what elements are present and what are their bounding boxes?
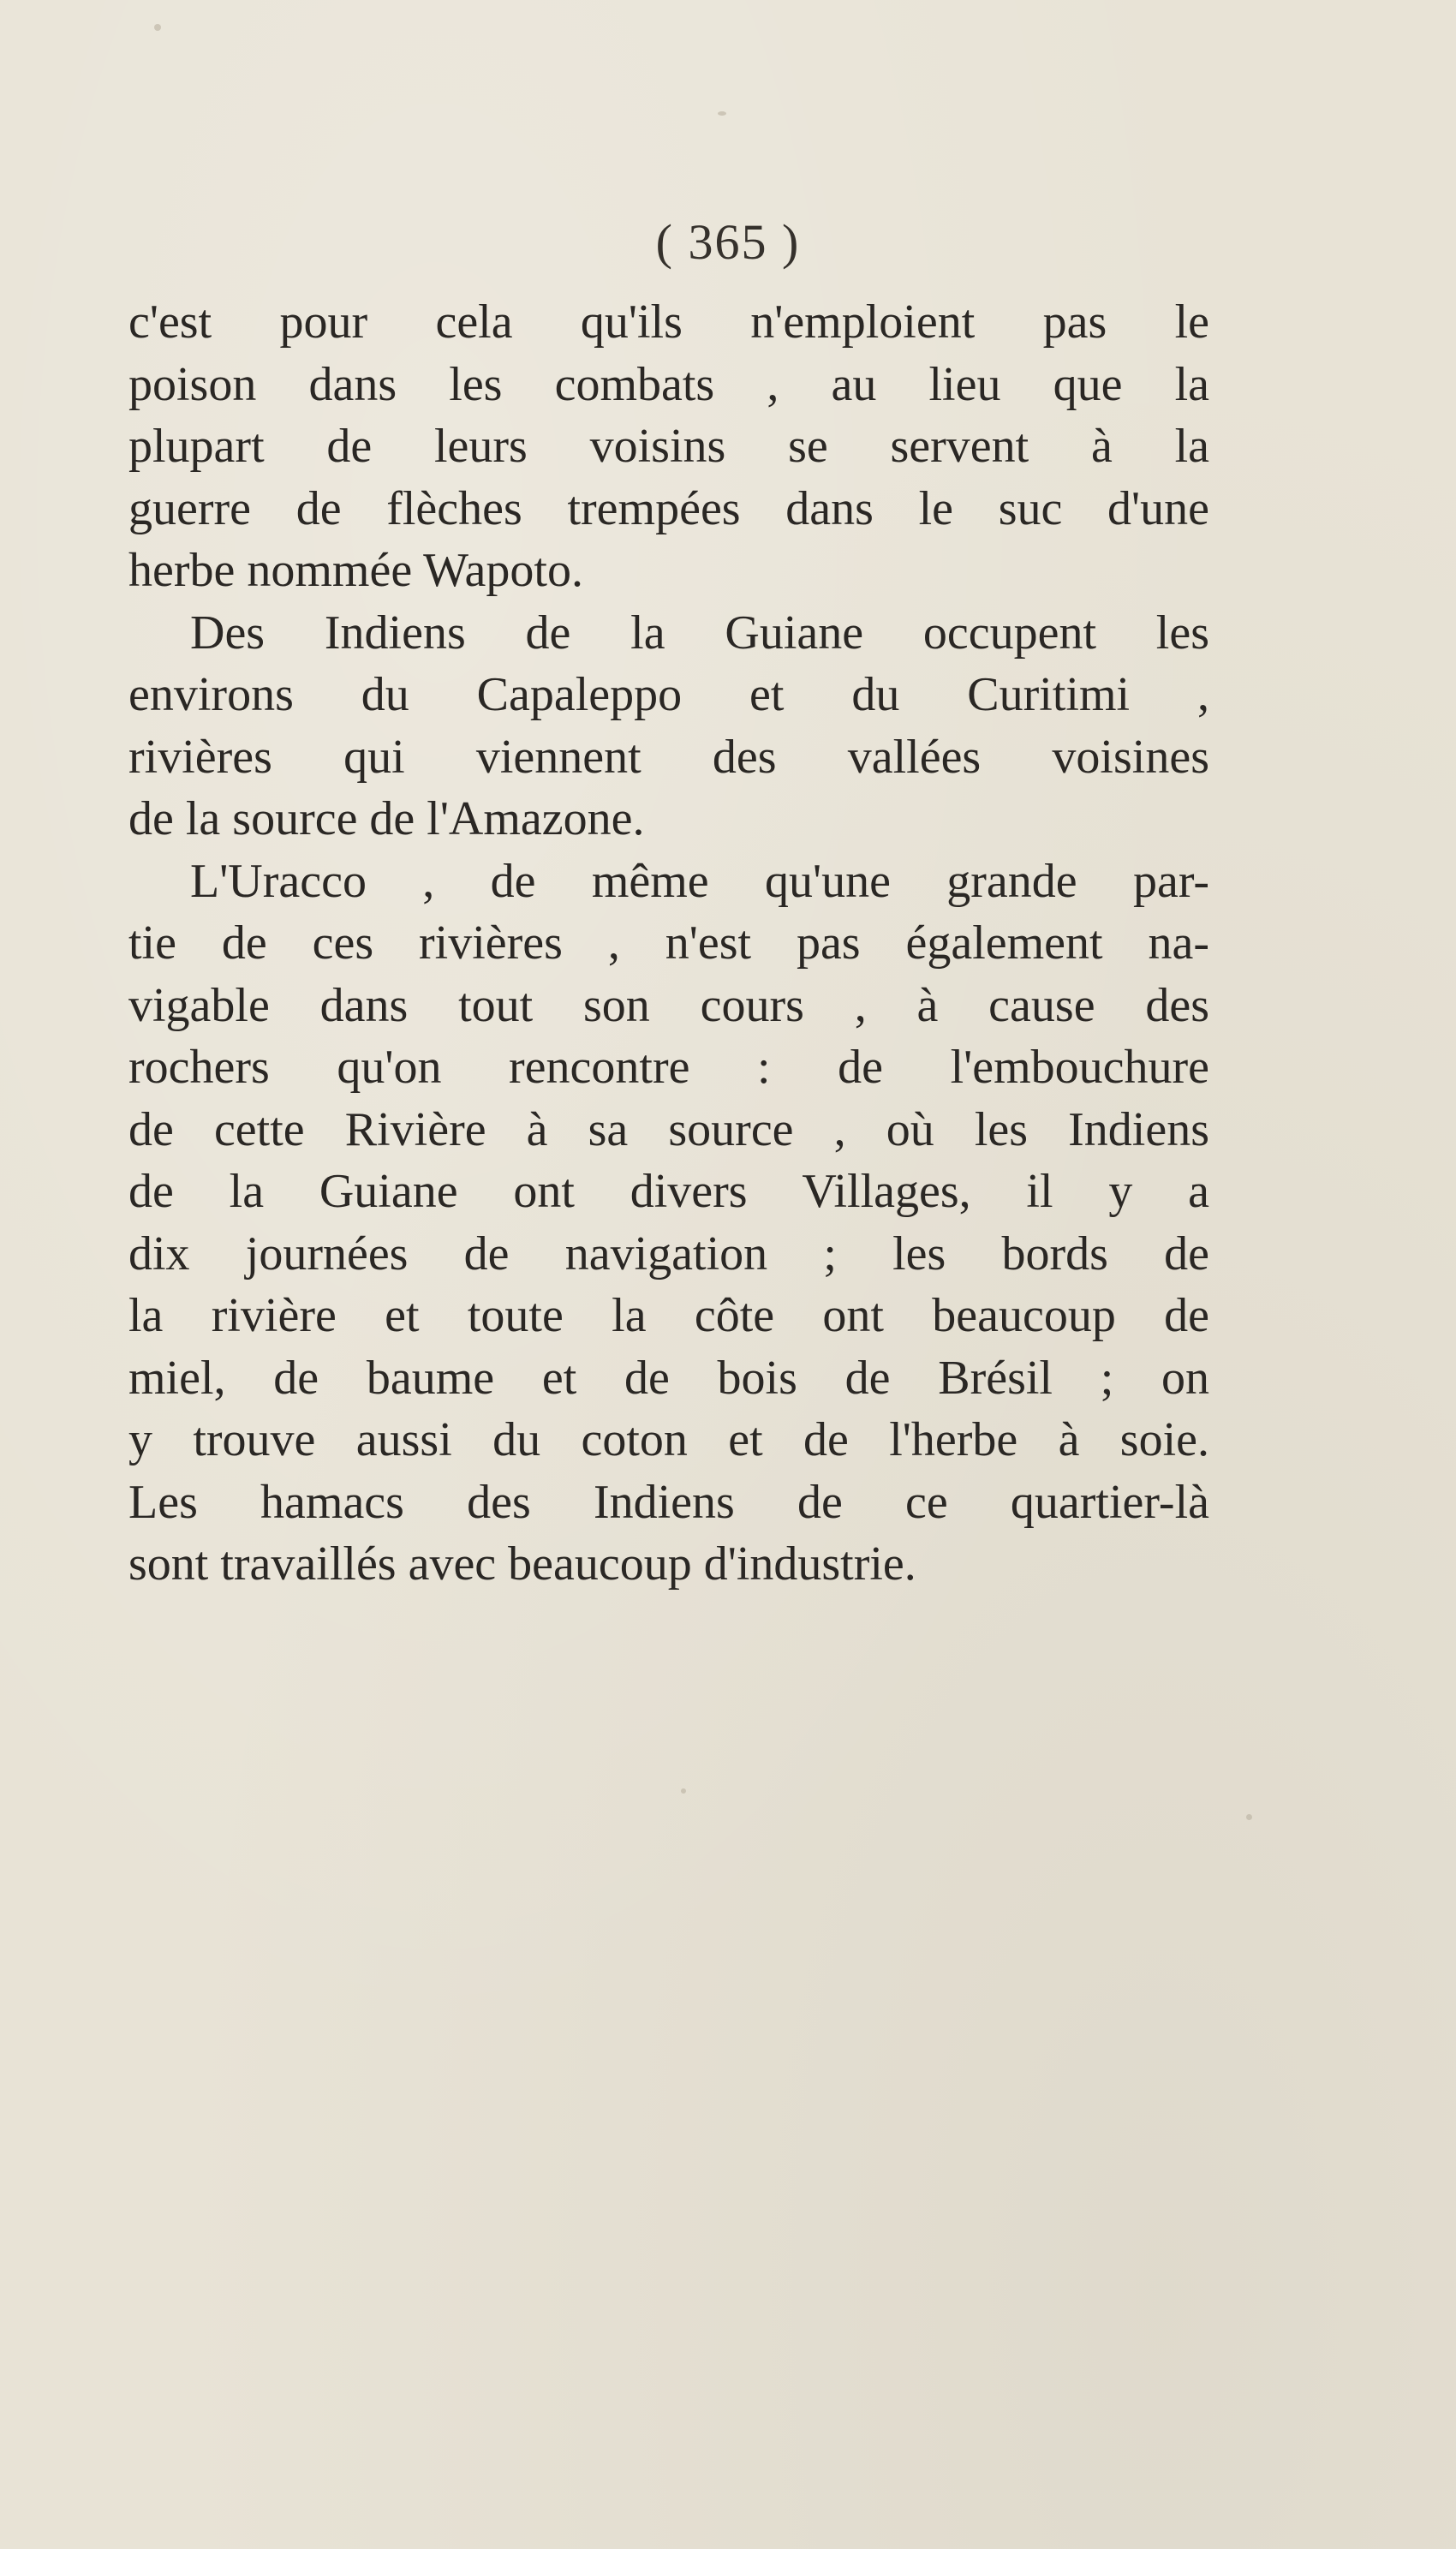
text-line: rochers qu'on rencontre : de l'embouchure [128,1041,1209,1094]
text-line: environs du Capaleppo et du Curitimi , [128,668,1209,721]
paper-speck [1246,1814,1252,1820]
text-line: guerre de flèches trempées dans le suc d'une [128,481,1209,535]
text-line: rivières qui viennent des vallées voisines [128,730,1209,784]
text-line: y trouve aussi du coton et de l'herbe à soie. [128,1413,1209,1466]
text-line: de cette Rivière à sa source , où les Indiens [128,1102,1209,1156]
paper-speck [154,24,161,31]
paper-speck [718,111,726,116]
text-line: de la source de l'Amazone. [128,792,645,845]
text-line: Les hamacs des Indiens de ce quartier-là [128,1475,1209,1529]
text-line: L'Uracco , de même qu'une grande par- [190,854,1209,908]
paragraph [128,851,1209,1596]
text-line: herbe nommée Wapoto. [128,544,583,597]
text-line: vigable dans tout son cours , à cause des [128,978,1209,1032]
paper-speck [681,1788,686,1794]
text-line: poison dans les combats , au lieu que la [128,357,1209,411]
text-line: dix journées de navigation ; les bords de [128,1227,1209,1280]
paragraph [128,291,1209,602]
text-line: la rivière et toute la côte ont beaucoup de [128,1289,1209,1342]
text-line: tie de ces rivières , n'est pas également na- [128,916,1209,970]
text-line: miel, de baume et de bois de Brésil ; on [128,1351,1209,1405]
page-number: ( 365 ) [655,214,801,270]
paragraph [128,602,1209,851]
text-line: de la Guiane ont divers Villages, il y a [128,1165,1209,1218]
text-line: sont travaillés avec beaucoup d'industrie. [128,1537,916,1591]
text-line: plupart de leurs voisins se servent à la [128,420,1209,473]
body-text [128,291,1209,1596]
text-line: Des Indiens de la Guiane occupent les [190,606,1209,660]
text-line: c'est pour cela qu'ils n'emploient pas le [128,295,1209,349]
